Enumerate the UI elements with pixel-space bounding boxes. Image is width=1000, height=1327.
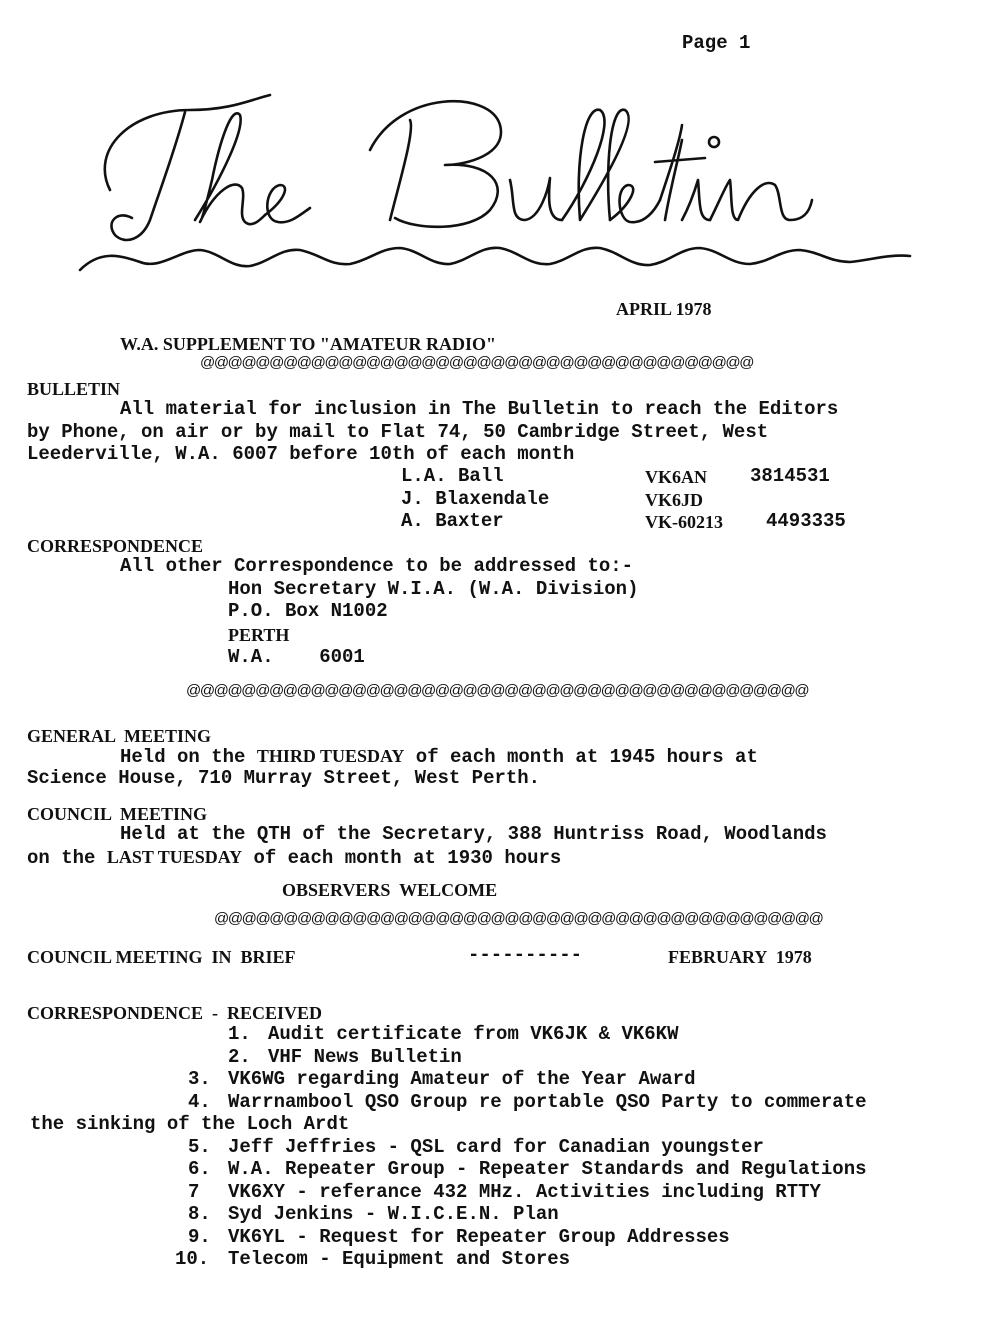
supplement-title: W.A. SUPPLEMENT TO "AMATEUR RADIO" (120, 334, 497, 354)
brief-date: FEBRUARY 1978 (668, 947, 812, 967)
section-heading-general-meeting: GENERAL MEETING (27, 726, 212, 746)
editor-name: L.A. Ball (401, 465, 504, 487)
list-item-number: 9. (188, 1226, 211, 1248)
masthead-logo (70, 70, 930, 280)
address-line: P.O. Box N1002 (228, 600, 388, 622)
section-heading-correspondence: CORRESPONDENCE (27, 536, 204, 556)
list-item-number: 6. (188, 1158, 211, 1180)
bulletin-line: Leederville, W.A. 6007 before 10th of each month (27, 443, 575, 465)
list-item: Audit certificate from VK6JK & VK6KW (268, 1023, 679, 1045)
address-line: PERTH (228, 625, 290, 645)
brief-dashes: ---------- (468, 944, 583, 966)
address-line: W.A. 6001 (228, 646, 365, 668)
list-item: Syd Jenkins - W.I.C.E.N. Plan (228, 1203, 559, 1225)
editor-phone: 4493335 (766, 510, 846, 532)
council-meeting-line: Held at the QTH of the Secretary, 388 Huntriss Road, Woodlands (120, 823, 827, 845)
list-item-number: 2. (228, 1046, 251, 1068)
text-span: on the (27, 847, 107, 869)
list-item: VHF News Bulletin (268, 1046, 462, 1068)
list-item-continuation: the sinking of the Loch Ardt (30, 1113, 350, 1135)
received-heading: CORRESPONDENCE - RECEIVED (27, 1003, 323, 1023)
list-item: Jeff Jeffries - QSL card for Canadian youngster (228, 1136, 764, 1158)
editor-name: A. Baxter (401, 510, 504, 532)
list-item: VK6XY - referance 432 MHz. Activities including RTTY (228, 1181, 821, 1203)
address-line: Hon Secretary W.I.A. (W.A. Division) (228, 578, 639, 600)
bulletin-line: by Phone, on air or by mail to Flat 74, 50 Cambridge Street, West (27, 421, 769, 443)
section-heading-bulletin: BULLETIN (27, 379, 121, 399)
list-item: VK6WG regarding Amateur of the Year Award (228, 1068, 696, 1090)
list-item: VK6YL - Request for Repeater Group Addresses (228, 1226, 730, 1248)
editor-phone: 3814531 (750, 465, 830, 487)
correspondence-intro: All other Correspondence to be addressed to:- (120, 555, 634, 577)
general-meeting-line (120, 745, 758, 768)
text-span: of each month at 1945 hours at (404, 746, 758, 768)
list-item-number: 1. (228, 1023, 251, 1045)
section-heading-council-meeting: COUNCIL MEETING (27, 804, 208, 824)
editor-callsign: VK6AN (645, 467, 707, 487)
emphasis-last-tuesday: LAST TUESDAY (106, 847, 243, 867)
list-item-number: 4. (188, 1091, 211, 1113)
list-item-number: 8. (188, 1203, 211, 1225)
list-item-number: 5. (188, 1136, 211, 1158)
divider-at-signs: @@@@@@@@@@@@@@@@@@@@@@@@@@@@@@@@@@@@@@@@@@@@@ (186, 682, 809, 699)
general-meeting-line: Science House, 710 Murray Street, West Perth. (27, 767, 541, 789)
list-item-number: 3. (188, 1068, 211, 1090)
page-number: Page 1 (682, 32, 751, 54)
bulletin-line: All material for inclusion in The Bulletin to reach the Editors (120, 398, 839, 420)
text-span: of each month at 1930 hours (242, 847, 562, 869)
divider-at-signs: @@@@@@@@@@@@@@@@@@@@@@@@@@@@@@@@@@@@@@@@@@@@ (214, 910, 823, 927)
list-item: W.A. Repeater Group - Repeater Standards and Regulations (228, 1158, 867, 1180)
brief-heading: COUNCIL MEETING IN BRIEF (27, 947, 296, 967)
editor-callsign: VK6JD (645, 490, 703, 510)
list-item: Warrnambool QSO Group re portable QSO Party to commerate (228, 1091, 867, 1113)
list-item: Telecom - Equipment and Stores (228, 1248, 571, 1270)
divider-at-signs: @@@@@@@@@@@@@@@@@@@@@@@@@@@@@@@@@@@@@@@@ (200, 354, 754, 371)
editor-name: J. Blaxendale (401, 488, 550, 510)
issue-date: APRIL 1978 (616, 299, 712, 319)
list-item-number: 7 (188, 1181, 200, 1203)
observers-welcome: OBSERVERS WELCOME (282, 880, 498, 900)
emphasis-third-tuesday: THIRD TUESDAY (256, 746, 405, 766)
council-meeting-line (27, 846, 561, 869)
text-span: Held on the (120, 746, 257, 768)
editor-callsign: VK-60213 (645, 512, 723, 532)
list-item-number: 10. (175, 1248, 210, 1270)
